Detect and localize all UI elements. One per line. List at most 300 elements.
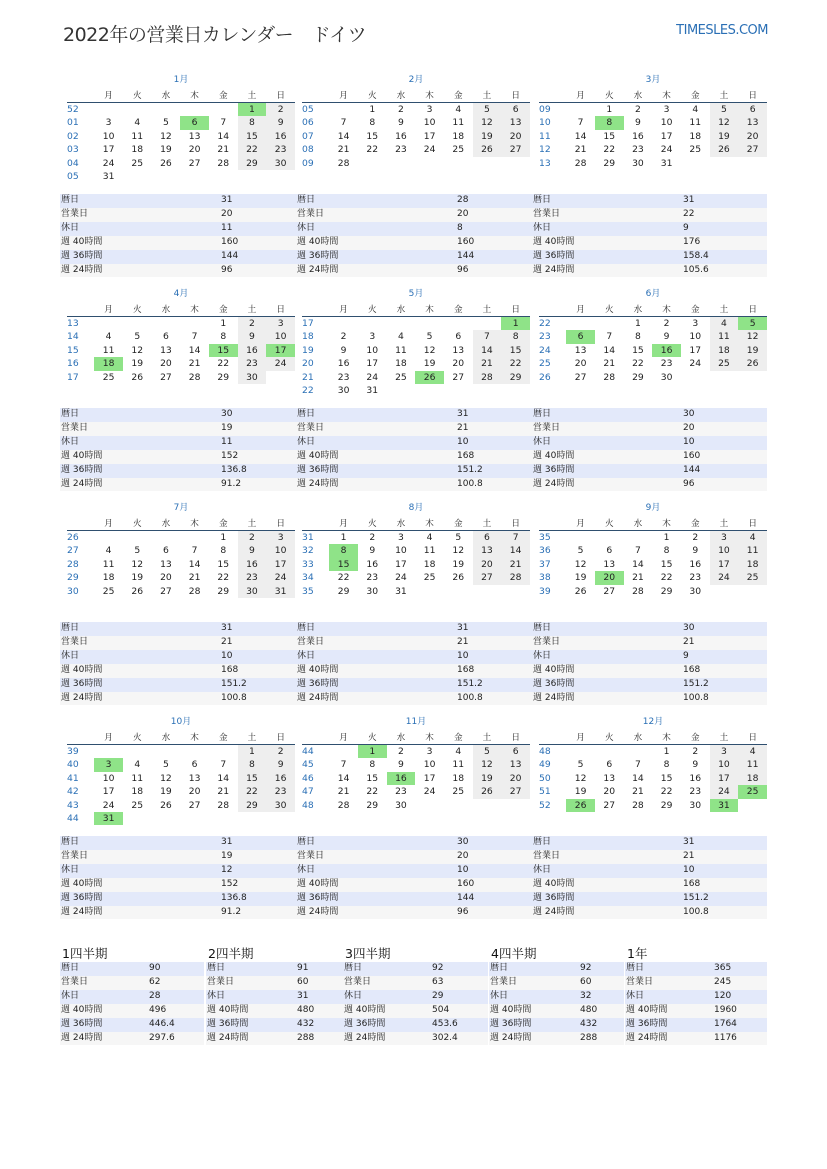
day-cell[interactable]: 17 [366, 358, 379, 370]
weekend-day-cell[interactable]: 13 [501, 758, 530, 771]
day-cell[interactable]: 11 [423, 545, 436, 557]
weekend-day-cell[interactable]: 10 [266, 544, 295, 557]
weekend-day-cell[interactable]: 10 [266, 330, 295, 343]
day-cell[interactable]: 19 [131, 358, 144, 370]
day-cell[interactable]: 1 [369, 104, 376, 115]
holiday-day-cell[interactable]: 16 [387, 772, 416, 785]
day-cell[interactable]: 2 [692, 746, 699, 757]
day-cell[interactable]: 13 [452, 344, 465, 356]
weekend-day-cell[interactable]: 29 [238, 799, 267, 812]
day-cell[interactable]: 31 [366, 385, 379, 397]
day-cell[interactable]: 26 [160, 157, 172, 169]
day-cell[interactable]: 19 [574, 786, 587, 798]
day-cell[interactable]: 5 [577, 545, 584, 557]
day-cell[interactable]: 9 [397, 117, 404, 129]
day-cell[interactable]: 29 [366, 799, 379, 811]
day-cell[interactable]: 27 [603, 585, 616, 597]
day-cell[interactable]: 18 [452, 130, 465, 142]
day-cell[interactable]: 11 [395, 344, 407, 356]
day-cell[interactable]: 26 [131, 371, 144, 383]
day-cell[interactable]: 18 [689, 130, 702, 142]
day-cell[interactable]: 8 [369, 117, 376, 129]
day-cell[interactable]: 21 [603, 358, 616, 370]
weekend-day-cell[interactable]: 6 [738, 103, 767, 117]
day-cell[interactable]: 2 [663, 318, 670, 329]
day-cell[interactable]: 2 [397, 104, 404, 115]
day-cell[interactable]: 21 [188, 358, 201, 370]
weekend-day-cell[interactable]: 24 [710, 785, 739, 798]
day-cell[interactable]: 4 [134, 759, 141, 771]
day-cell[interactable]: 15 [632, 344, 644, 356]
day-cell[interactable]: 1 [634, 318, 641, 329]
day-cell[interactable]: 7 [577, 117, 584, 129]
day-cell[interactable]: 30 [337, 385, 350, 397]
day-cell[interactable]: 16 [337, 358, 350, 370]
day-cell[interactable]: 15 [366, 130, 379, 142]
weekend-day-cell[interactable]: 4 [738, 745, 767, 759]
weekend-day-cell[interactable]: 24 [266, 571, 295, 584]
weekend-day-cell[interactable]: 23 [238, 571, 267, 584]
weekend-day-cell[interactable]: 15 [238, 772, 267, 785]
weekend-day-cell[interactable]: 14 [473, 344, 502, 357]
day-cell[interactable]: 6 [162, 545, 169, 557]
day-cell[interactable]: 16 [632, 130, 644, 142]
day-cell[interactable]: 18 [102, 572, 115, 584]
day-cell[interactable]: 9 [369, 545, 376, 557]
day-cell[interactable]: 2 [340, 331, 347, 343]
day-cell[interactable]: 13 [603, 772, 616, 784]
day-cell[interactable]: 8 [663, 759, 670, 771]
day-cell[interactable]: 31 [660, 157, 673, 169]
day-cell[interactable]: 20 [603, 786, 616, 798]
day-cell[interactable]: 23 [395, 786, 407, 798]
holiday-day-cell[interactable]: 5 [738, 317, 767, 331]
day-cell[interactable]: 13 [160, 558, 172, 570]
day-cell[interactable]: 19 [574, 572, 587, 584]
day-cell[interactable]: 14 [337, 130, 350, 142]
day-cell[interactable]: 5 [134, 545, 141, 557]
weekend-day-cell[interactable]: 16 [238, 344, 267, 357]
weekend-day-cell[interactable]: 27 [473, 571, 502, 584]
weekend-day-cell[interactable]: 14 [501, 544, 530, 557]
holiday-day-cell[interactable]: 1 [358, 745, 387, 759]
weekend-day-cell[interactable]: 25 [710, 357, 739, 370]
day-cell[interactable]: 29 [660, 799, 673, 811]
day-cell[interactable]: 11 [452, 117, 465, 129]
day-cell[interactable]: 25 [423, 572, 436, 584]
day-cell[interactable]: 4 [426, 532, 433, 543]
day-cell[interactable]: 18 [395, 358, 407, 370]
day-cell[interactable]: 27 [160, 585, 172, 597]
weekend-day-cell[interactable]: 4 [710, 317, 739, 331]
weekend-day-cell[interactable]: 19 [473, 130, 502, 143]
day-cell[interactable]: 25 [131, 157, 144, 169]
holiday-day-cell[interactable]: 17 [266, 344, 295, 357]
day-cell[interactable]: 30 [366, 585, 379, 597]
day-cell[interactable]: 17 [395, 558, 407, 570]
day-cell[interactable]: 24 [102, 157, 115, 169]
holiday-day-cell[interactable]: 31 [710, 799, 739, 812]
day-cell[interactable]: 15 [660, 772, 673, 784]
day-cell[interactable]: 10 [366, 344, 379, 356]
weekend-day-cell[interactable]: 24 [266, 357, 295, 370]
day-cell[interactable]: 5 [426, 331, 433, 343]
day-cell[interactable]: 22 [632, 358, 644, 370]
weekend-day-cell[interactable]: 5 [473, 745, 502, 759]
weekend-day-cell[interactable]: 20 [501, 130, 530, 143]
weekend-day-cell[interactable]: 17 [710, 558, 739, 571]
weekend-day-cell[interactable]: 7 [501, 531, 530, 545]
weekend-day-cell[interactable]: 21 [473, 357, 502, 370]
day-cell[interactable]: 29 [217, 371, 230, 383]
day-cell[interactable]: 29 [337, 585, 350, 597]
weekend-day-cell[interactable]: 7 [473, 330, 502, 343]
day-cell[interactable]: 31 [102, 171, 115, 183]
day-cell[interactable]: 1 [220, 318, 227, 329]
holiday-day-cell[interactable]: 20 [595, 571, 624, 584]
day-cell[interactable]: 28 [188, 371, 201, 383]
day-cell[interactable]: 5 [577, 759, 584, 771]
day-cell[interactable]: 3 [397, 532, 404, 543]
weekend-day-cell[interactable]: 3 [710, 531, 739, 545]
day-cell[interactable]: 2 [369, 532, 376, 543]
weekend-day-cell[interactable]: 20 [501, 772, 530, 785]
weekend-day-cell[interactable]: 8 [238, 116, 267, 129]
weekend-day-cell[interactable]: 26 [738, 357, 767, 370]
day-cell[interactable]: 28 [574, 157, 587, 169]
holiday-day-cell[interactable]: 16 [652, 344, 681, 357]
weekend-day-cell[interactable]: 20 [473, 558, 502, 571]
holiday-day-cell[interactable]: 15 [209, 344, 238, 357]
day-cell[interactable]: 9 [692, 545, 699, 557]
holiday-day-cell[interactable]: 26 [415, 371, 444, 384]
day-cell[interactable]: 3 [692, 318, 699, 329]
day-cell[interactable]: 4 [692, 104, 699, 115]
day-cell[interactable]: 21 [188, 572, 201, 584]
day-cell[interactable]: 24 [660, 144, 673, 156]
day-cell[interactable]: 6 [455, 331, 462, 343]
day-cell[interactable]: 10 [423, 117, 436, 129]
weekend-day-cell[interactable]: 23 [238, 357, 267, 370]
weekend-day-cell[interactable]: 24 [710, 571, 739, 584]
day-cell[interactable]: 25 [131, 799, 144, 811]
day-cell[interactable]: 13 [574, 344, 587, 356]
day-cell[interactable]: 29 [660, 585, 673, 597]
weekend-day-cell[interactable]: 3 [266, 317, 295, 331]
day-cell[interactable]: 3 [369, 331, 376, 343]
day-cell[interactable]: 17 [102, 786, 115, 798]
day-cell[interactable]: 14 [632, 558, 644, 570]
day-cell[interactable]: 4 [397, 331, 404, 343]
day-cell[interactable]: 2 [634, 104, 641, 115]
day-cell[interactable]: 11 [131, 130, 144, 142]
day-cell[interactable]: 7 [634, 545, 641, 557]
holiday-day-cell[interactable]: 8 [595, 116, 624, 129]
day-cell[interactable]: 3 [426, 104, 433, 115]
weekend-day-cell[interactable]: 23 [266, 785, 295, 798]
day-cell[interactable]: 6 [162, 331, 169, 343]
day-cell[interactable]: 10 [102, 772, 115, 784]
day-cell[interactable]: 7 [634, 759, 641, 771]
day-cell[interactable]: 23 [660, 358, 673, 370]
weekend-day-cell[interactable]: 9 [238, 544, 267, 557]
day-cell[interactable]: 19 [131, 572, 144, 584]
weekend-day-cell[interactable]: 30 [266, 157, 295, 170]
day-cell[interactable]: 9 [692, 759, 699, 771]
weekend-day-cell[interactable]: 16 [266, 130, 295, 143]
weekend-day-cell[interactable]: 15 [238, 130, 267, 143]
day-cell[interactable]: 19 [160, 144, 172, 156]
day-cell[interactable]: 1 [220, 532, 227, 543]
weekend-day-cell[interactable]: 26 [710, 143, 739, 156]
weekend-day-cell[interactable]: 2 [238, 531, 267, 545]
day-cell[interactable]: 27 [603, 799, 616, 811]
day-cell[interactable]: 9 [397, 759, 404, 771]
day-cell[interactable]: 16 [689, 558, 702, 570]
holiday-day-cell[interactable]: 6 [566, 330, 595, 343]
weekend-day-cell[interactable]: 28 [501, 571, 530, 584]
day-cell[interactable]: 13 [160, 344, 172, 356]
day-cell[interactable]: 20 [188, 144, 201, 156]
weekend-day-cell[interactable]: 6 [501, 103, 530, 117]
day-cell[interactable]: 29 [217, 585, 230, 597]
day-cell[interactable]: 25 [102, 371, 115, 383]
weekend-day-cell[interactable]: 20 [738, 130, 767, 143]
day-cell[interactable]: 14 [337, 772, 350, 784]
holiday-day-cell[interactable]: 8 [329, 544, 358, 557]
day-cell[interactable]: 11 [131, 772, 144, 784]
day-cell[interactable]: 11 [689, 117, 702, 129]
day-cell[interactable]: 10 [689, 331, 702, 343]
weekend-day-cell[interactable]: 30 [238, 585, 267, 598]
weekend-day-cell[interactable]: 15 [501, 344, 530, 357]
day-cell[interactable]: 28 [603, 371, 616, 383]
weekend-day-cell[interactable]: 27 [501, 785, 530, 798]
day-cell[interactable]: 20 [574, 358, 587, 370]
day-cell[interactable]: 16 [395, 130, 407, 142]
day-cell[interactable]: 12 [574, 772, 587, 784]
day-cell[interactable]: 13 [188, 130, 201, 142]
weekend-day-cell[interactable]: 29 [501, 371, 530, 384]
day-cell[interactable]: 12 [452, 545, 465, 557]
day-cell[interactable]: 7 [220, 117, 227, 129]
holiday-day-cell[interactable]: 31 [94, 812, 123, 825]
day-cell[interactable]: 17 [689, 344, 702, 356]
day-cell[interactable]: 11 [102, 344, 115, 356]
day-cell[interactable]: 9 [340, 344, 347, 356]
day-cell[interactable]: 23 [337, 371, 350, 383]
weekend-day-cell[interactable]: 11 [738, 544, 767, 557]
weekend-day-cell[interactable]: 19 [710, 130, 739, 143]
weekend-day-cell[interactable]: 2 [238, 317, 267, 331]
day-cell[interactable]: 23 [689, 572, 702, 584]
day-cell[interactable]: 27 [452, 371, 465, 383]
day-cell[interactable]: 26 [160, 799, 172, 811]
day-cell[interactable]: 18 [131, 786, 144, 798]
day-cell[interactable]: 9 [634, 117, 641, 129]
day-cell[interactable]: 27 [160, 371, 172, 383]
weekend-day-cell[interactable]: 26 [473, 143, 502, 156]
day-cell[interactable]: 15 [603, 130, 616, 142]
day-cell[interactable]: 14 [188, 344, 201, 356]
weekend-day-cell[interactable]: 25 [738, 571, 767, 584]
weekend-day-cell[interactable]: 30 [266, 799, 295, 812]
day-cell[interactable]: 18 [452, 772, 465, 784]
weekend-day-cell[interactable]: 13 [501, 116, 530, 129]
day-cell[interactable]: 11 [452, 759, 465, 771]
day-cell[interactable]: 25 [689, 144, 702, 156]
weekend-day-cell[interactable]: 28 [473, 371, 502, 384]
day-cell[interactable]: 8 [663, 545, 670, 557]
day-cell[interactable]: 12 [160, 130, 172, 142]
day-cell[interactable]: 21 [632, 786, 644, 798]
day-cell[interactable]: 16 [689, 772, 702, 784]
weekend-day-cell[interactable]: 9 [238, 330, 267, 343]
day-cell[interactable]: 22 [217, 572, 230, 584]
holiday-day-cell[interactable]: 1 [238, 103, 267, 117]
weekend-day-cell[interactable]: 26 [473, 785, 502, 798]
weekend-day-cell[interactable]: 17 [266, 558, 295, 571]
day-cell[interactable]: 14 [217, 130, 230, 142]
weekend-day-cell[interactable]: 8 [501, 330, 530, 343]
day-cell[interactable]: 15 [366, 772, 379, 784]
day-cell[interactable]: 12 [574, 558, 587, 570]
day-cell[interactable]: 9 [663, 331, 670, 343]
day-cell[interactable]: 22 [660, 572, 673, 584]
holiday-day-cell[interactable]: 25 [738, 785, 767, 798]
day-cell[interactable]: 27 [188, 157, 201, 169]
day-cell[interactable]: 20 [452, 358, 465, 370]
day-cell[interactable]: 24 [395, 572, 407, 584]
day-cell[interactable]: 3 [426, 746, 433, 757]
day-cell[interactable]: 24 [423, 144, 436, 156]
day-cell[interactable]: 19 [423, 358, 436, 370]
weekend-day-cell[interactable]: 13 [738, 116, 767, 129]
day-cell[interactable]: 19 [452, 558, 465, 570]
day-cell[interactable]: 8 [369, 759, 376, 771]
weekend-day-cell[interactable]: 3 [710, 745, 739, 759]
day-cell[interactable]: 1 [663, 532, 670, 543]
day-cell[interactable]: 1 [606, 104, 613, 115]
day-cell[interactable]: 14 [188, 558, 201, 570]
weekend-day-cell[interactable]: 19 [473, 772, 502, 785]
day-cell[interactable]: 10 [102, 130, 115, 142]
weekend-day-cell[interactable]: 2 [266, 103, 295, 117]
day-cell[interactable]: 5 [162, 759, 169, 771]
day-cell[interactable]: 14 [574, 130, 587, 142]
day-cell[interactable]: 4 [105, 331, 112, 343]
weekend-day-cell[interactable]: 5 [710, 103, 739, 117]
day-cell[interactable]: 28 [337, 799, 350, 811]
day-cell[interactable]: 21 [217, 144, 230, 156]
day-cell[interactable]: 27 [188, 799, 201, 811]
day-cell[interactable]: 22 [366, 144, 379, 156]
weekend-day-cell[interactable]: 30 [238, 371, 267, 384]
day-cell[interactable]: 17 [423, 130, 436, 142]
day-cell[interactable]: 22 [217, 358, 230, 370]
day-cell[interactable]: 30 [660, 371, 673, 383]
day-cell[interactable]: 6 [191, 759, 198, 771]
weekend-day-cell[interactable]: 21 [501, 558, 530, 571]
weekend-day-cell[interactable]: 10 [710, 544, 739, 557]
day-cell[interactable]: 18 [131, 144, 144, 156]
day-cell[interactable]: 28 [188, 585, 201, 597]
day-cell[interactable]: 27 [574, 371, 587, 383]
day-cell[interactable]: 29 [603, 157, 616, 169]
day-cell[interactable]: 17 [660, 130, 673, 142]
day-cell[interactable]: 1 [663, 746, 670, 757]
holiday-day-cell[interactable]: 26 [566, 799, 595, 812]
day-cell[interactable]: 20 [160, 572, 172, 584]
day-cell[interactable]: 22 [337, 572, 350, 584]
weekend-day-cell[interactable]: 19 [738, 344, 767, 357]
weekend-day-cell[interactable]: 29 [238, 157, 267, 170]
day-cell[interactable]: 15 [217, 558, 230, 570]
day-cell[interactable]: 4 [134, 117, 141, 129]
day-cell[interactable]: 6 [606, 545, 613, 557]
day-cell[interactable]: 26 [131, 585, 144, 597]
day-cell[interactable]: 20 [160, 358, 172, 370]
weekend-day-cell[interactable]: 22 [238, 143, 267, 156]
weekend-day-cell[interactable]: 12 [738, 330, 767, 343]
day-cell[interactable]: 21 [337, 786, 350, 798]
day-cell[interactable]: 7 [191, 331, 198, 343]
day-cell[interactable]: 24 [689, 358, 702, 370]
day-cell[interactable]: 7 [340, 117, 347, 129]
day-cell[interactable]: 28 [632, 585, 644, 597]
weekend-day-cell[interactable]: 16 [238, 558, 267, 571]
day-cell[interactable]: 24 [102, 799, 115, 811]
weekend-day-cell[interactable]: 2 [266, 745, 295, 759]
brand-logo[interactable]: TIMESLES.COM [676, 23, 768, 38]
day-cell[interactable]: 28 [217, 157, 230, 169]
weekend-day-cell[interactable]: 22 [501, 357, 530, 370]
day-cell[interactable]: 24 [366, 371, 379, 383]
day-cell[interactable]: 22 [660, 786, 673, 798]
day-cell[interactable]: 7 [220, 759, 227, 771]
day-cell[interactable]: 12 [131, 558, 144, 570]
day-cell[interactable]: 14 [217, 772, 230, 784]
day-cell[interactable]: 3 [105, 117, 112, 129]
day-cell[interactable]: 1 [340, 532, 347, 543]
day-cell[interactable]: 21 [337, 144, 350, 156]
weekend-day-cell[interactable]: 11 [738, 758, 767, 771]
day-cell[interactable]: 12 [423, 344, 436, 356]
day-cell[interactable]: 4 [455, 746, 462, 757]
day-cell[interactable]: 4 [105, 545, 112, 557]
weekend-day-cell[interactable]: 31 [266, 585, 295, 598]
day-cell[interactable]: 12 [131, 344, 144, 356]
weekend-day-cell[interactable]: 18 [738, 772, 767, 785]
weekend-day-cell[interactable]: 18 [710, 344, 739, 357]
day-cell[interactable]: 25 [395, 371, 407, 383]
day-cell[interactable]: 11 [102, 558, 115, 570]
day-cell[interactable]: 30 [632, 157, 644, 169]
weekend-day-cell[interactable]: 6 [473, 531, 502, 545]
day-cell[interactable]: 17 [423, 772, 436, 784]
day-cell[interactable]: 19 [160, 786, 172, 798]
weekend-day-cell[interactable]: 17 [710, 772, 739, 785]
holiday-day-cell[interactable]: 18 [94, 357, 123, 370]
day-cell[interactable]: 7 [340, 759, 347, 771]
day-cell[interactable]: 3 [663, 104, 670, 115]
day-cell[interactable]: 30 [689, 585, 702, 597]
holiday-day-cell[interactable]: 15 [329, 558, 358, 571]
day-cell[interactable]: 30 [689, 799, 702, 811]
day-cell[interactable]: 10 [423, 759, 436, 771]
day-cell[interactable]: 14 [632, 772, 644, 784]
day-cell[interactable]: 4 [455, 104, 462, 115]
